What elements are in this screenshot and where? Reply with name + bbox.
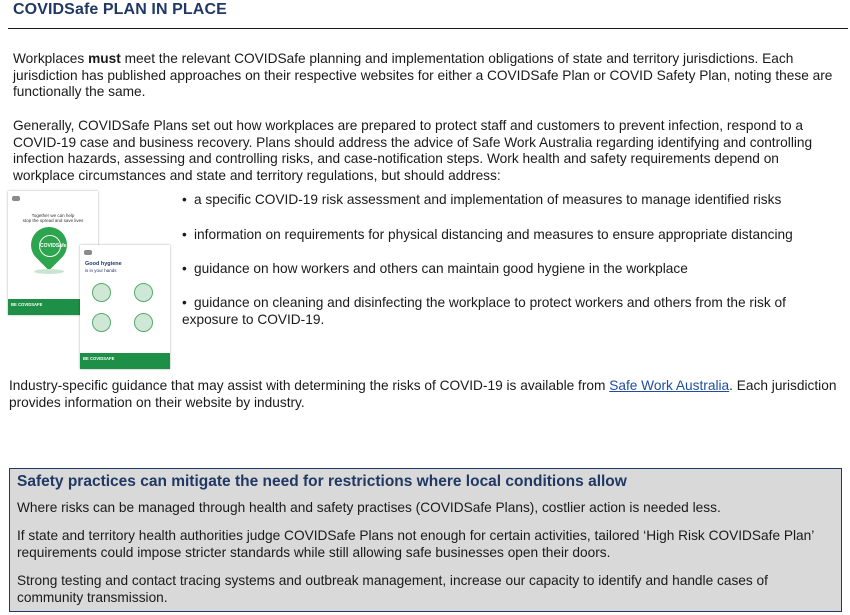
safe-work-australia-link[interactable]: Safe Work Australia [609,378,730,393]
list-item-text: information on requirements for physical distancing and measures to ensure appropriate distancing [194,227,793,242]
pin-shadow [34,269,64,274]
intro-paragraph-plans: Generally, COVIDSafe Plans set out how workplaces are prepared to protect staff and customers to prevent infection, respond to a COVID-19 case and business recovery. Plans should address the advice of Safe Work Australia regarding identifying and controlling infection hazards, assessing and controlling risks, and case-notification steps. Work health and safety requirements depend on workplace circumstances and state and territory regulations, but should address: [13,118,813,183]
poster-a-tagline [12,213,94,223]
poster-a-footer-text: BE COVIDSAFE [11,302,43,307]
list-item-text: guidance on cleaning and disinfecting the workplace to protect workers and others from the risk of exposure to COVID-19. [182,295,786,327]
poster-b-footer-text: BE COVIDSAFE [83,356,115,361]
tissue-bin-icon [134,313,153,332]
industry-guidance-paragraph [9,378,839,411]
callout-paragraph: Where risks can be managed through health and safety practises (COVIDSafe Plans), costlier action is needed less. [17,500,721,515]
poster-good-hygiene [80,245,170,369]
poster-a-tagline-line1: Together we can help [31,213,75,218]
intro-emphasis-must: must [88,51,121,66]
crest-icon [12,196,20,201]
intro-text-start: Workplaces [13,51,89,66]
bullet-icon: • [182,227,187,242]
industry-text-rest: . Each jurisdiction provides information on their website by industry. [9,378,837,410]
poster-b-footer [80,353,170,369]
poster-b-subheading: is in your hands [85,268,117,273]
cough-elbow-icon [92,313,111,332]
callout-paragraph: Strong testing and contact tracing systems and outbreak management, increase our capacity to identify and handle cases of community transmission. [17,573,768,605]
crest-icon [84,250,92,255]
list-item-text: a specific COVID-19 risk assessment and implementation of measures to manage identified risks [194,192,782,207]
bullet-icon: • [182,295,187,310]
list-item [182,192,827,209]
bullet-icon: • [182,192,187,207]
poster-b-heading: Good hygiene [85,261,122,267]
list-item [182,227,827,244]
industry-text-start: Industry-specific guidance that may assist with determining the risks of COVID-19 is available from [9,378,610,393]
hand-sanitise-icon [134,283,153,302]
list-item [182,261,827,278]
bullet-icon: • [182,261,187,276]
hand-wash-icon [92,283,111,302]
title-divider [8,28,848,29]
intro-paragraph-obligations [13,51,841,101]
callout-title: Safety practices can mitigate the need for restrictions where local conditions allow [17,473,627,490]
intro-text-rest: meet the relevant COVIDSafe planning and implementation obligations of state and territory jurisdictions. Each jurisdiction has published approaches on their respective websites for either a COVIDSafe Plan or COVID Safety Plan, noting these are functionally the same. [13,51,833,99]
list-item [182,295,827,328]
callout-paragraph: If state and territory health authorities judge COVIDSafe Plans not enough for certain activities, tailored ‘High Risk COVIDSafe Plan’ requirements could impose stricter standards while still allowing safe businesses open their doors. [17,528,814,560]
page-title: COVIDSafe PLAN IN PLACE [13,1,227,18]
poster-a-tagline-line2: stop the spread and save lives [22,218,84,223]
poster-a-badge: COVIDSafe [39,235,61,257]
list-item-text: guidance on how workers and others can maintain good hygiene in the workplace [194,261,688,276]
covidsafe-posters-image [8,191,173,371]
safety-practices-callout [9,468,842,612]
